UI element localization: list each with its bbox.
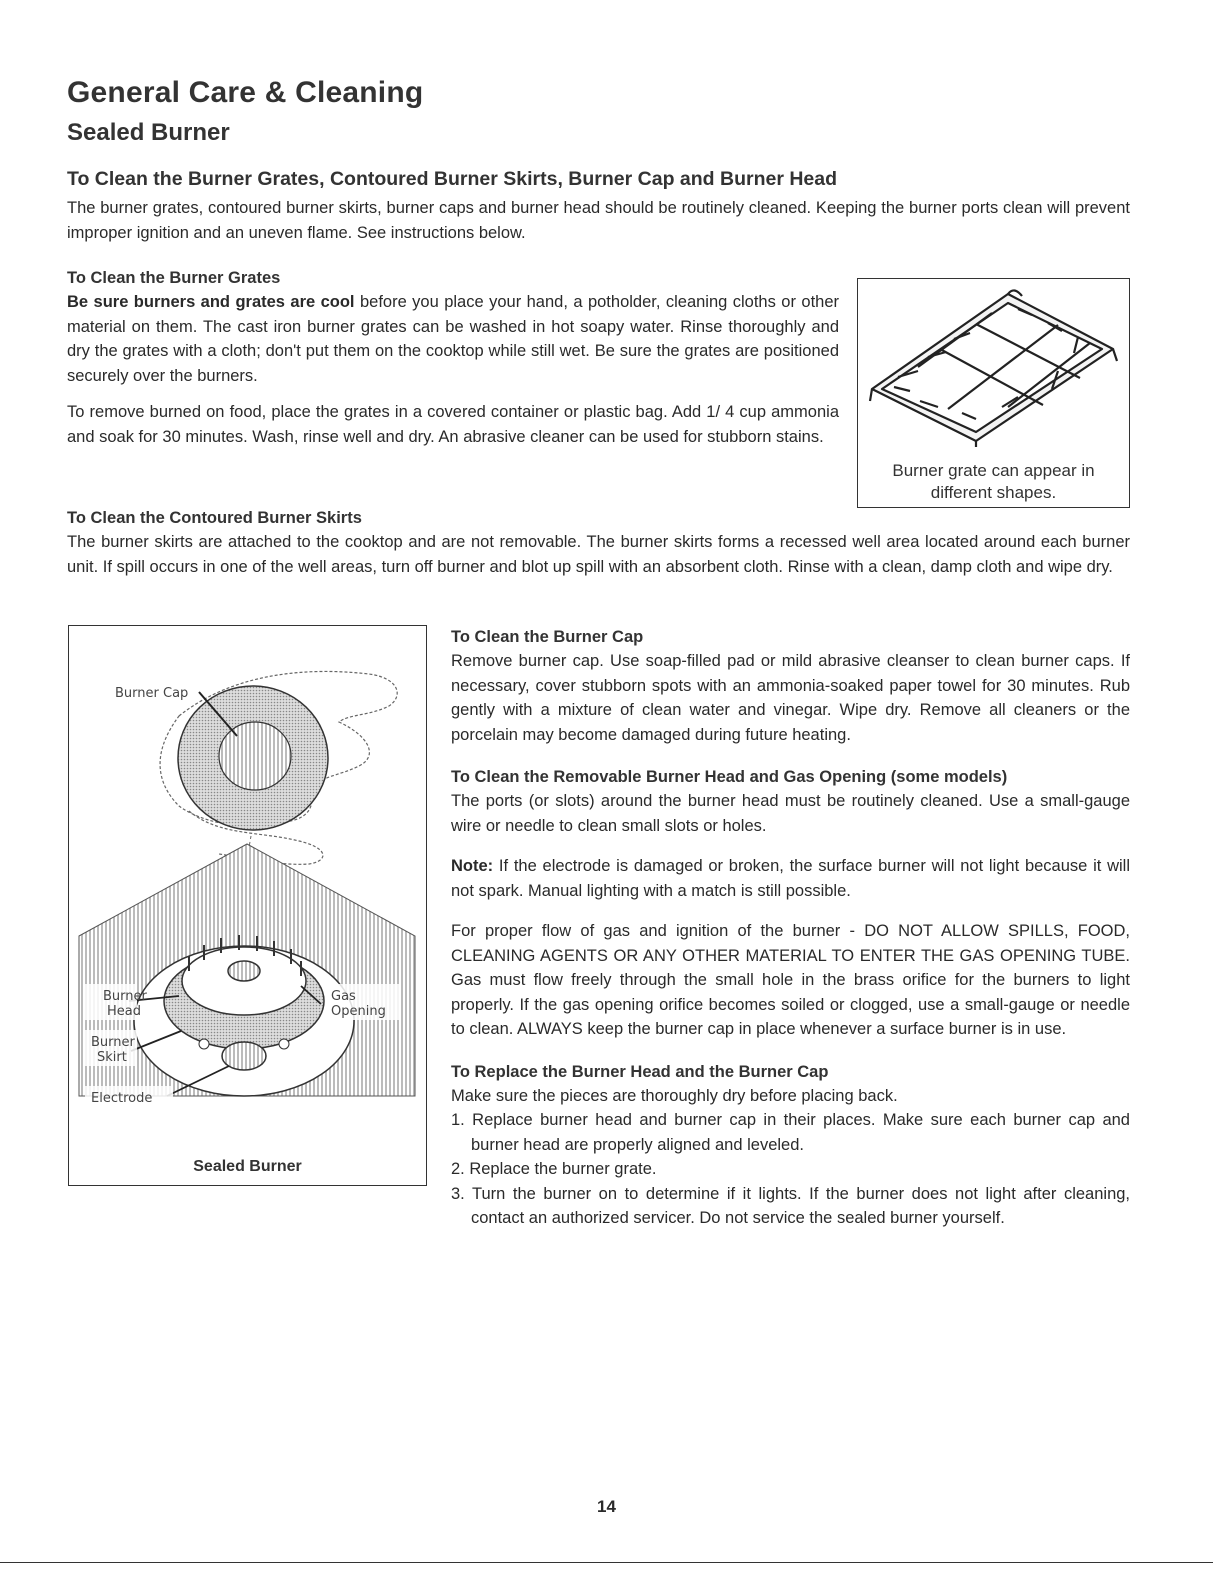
replace-intro: Make sure the pieces are thoroughly dry before placing back. xyxy=(451,1086,898,1105)
note-text: If the electrode is damaged or broken, the surface burner will not light because it will not spark. Manual lighting with a match is still possible. xyxy=(451,857,1130,900)
grates-heading: To Clean the Burner Grates xyxy=(67,269,281,287)
grate-figure-caption: Burner grate can appear in different shapes. xyxy=(892,461,1095,502)
grates-section xyxy=(67,266,839,449)
grates-paragraph-2: To remove burned on food, place the grates in a covered container or plastic bag. Add 1/ 4 cup ammonia and soak for 30 minutes. Wash, rinse well and dry. An abrasive cleaner can be used for stubborn stains. xyxy=(67,403,839,446)
sealed-burner-caption: Sealed Burner xyxy=(193,1158,302,1175)
sealed-burner-illustration xyxy=(69,626,426,1151)
replace-heading: To Replace the Burner Head and the Burner Cap xyxy=(451,1062,829,1081)
right-column xyxy=(451,625,1130,1231)
sealed-burner-figure xyxy=(68,625,427,1186)
cap-heading: To Clean the Burner Cap xyxy=(451,628,644,646)
step-item: 3. Turn the burner on to determine if it lights. If the burner does not light after cleaning, contact an authorized servicer. Do not service the sealed burner yourself. xyxy=(451,1184,1130,1227)
label-gas-2: Opening xyxy=(331,1004,386,1019)
skirts-heading: To Clean the Contoured Burner Skirts xyxy=(67,509,362,527)
step-item: 1. Replace burner head and burner cap in their places. Make sure each burner cap and burner head are properly aligned and leveled. xyxy=(451,1111,1130,1154)
label-burner-skirt-1: Burner xyxy=(91,1035,135,1050)
page-subtitle: Sealed Burner xyxy=(67,119,230,146)
skirts-text: The burner skirts are attached to the cooktop and are not removable. The burner skirts forms a recessed well area located around each burner unit. If spill occurs in one of the well areas, turn off burner and blot up spill with an absorbent cloth. Rinse with a clean, damp cloth and wipe dry. xyxy=(67,533,1130,576)
grates-lead: Be sure burners and grates are cool xyxy=(67,293,355,311)
burner-grate-illustration xyxy=(858,279,1129,449)
label-electrode: Electrode xyxy=(91,1091,153,1106)
section-heading: To Clean the Burner Grates, Contoured Burner Skirts, Burner Cap and Burner Head xyxy=(67,168,838,190)
page-title: General Care & Cleaning xyxy=(67,76,424,109)
replace-steps xyxy=(451,1108,1130,1231)
note-label: Note: xyxy=(451,857,494,875)
note-paragraph xyxy=(451,854,1130,903)
label-gas-1: Gas xyxy=(331,989,356,1004)
label-burner-head-2: Head xyxy=(107,1004,141,1019)
section-intro: The burner grates, contoured burner skirts, burner caps and burner head should be routinely cleaned. Keeping the burner ports clean will prevent improper ignition and an uneven flame. See instructions below. xyxy=(67,199,1130,242)
step-item: 2. Replace the burner grate. xyxy=(451,1160,657,1178)
grates-paragraph-1 xyxy=(67,290,839,388)
label-burner-head-1: Burner xyxy=(103,989,147,1004)
label-burner-skirt-2: Skirt xyxy=(97,1050,127,1065)
head-text: The ports (or slots) around the burner head must be routinely cleaned. Use a small-gauge wire or needle to clean small slots or holes. xyxy=(451,792,1130,835)
page-number: 14 xyxy=(597,1497,616,1516)
footer-rule xyxy=(0,1562,1213,1563)
cap-text: Remove burner cap. Use soap-filled pad or mild abrasive cleanser to clean burner caps. If necessary, cover stubborn spots with an ammonia-soaked paper towel for 30 minutes. Rub gently with a mixture of clean water and vinegar. Wipe dry. Remove all cleaners or the porcelain may become damaged during future heating. xyxy=(451,652,1130,744)
grates-text-1: before you place your hand, a potholder, cleaning cloths or other material on them. The cast iron burner grates can be washed in hot soapy water. Rinse thoroughly and dry the grates with a cloth; don't put them on the cooktop while still wet. Be sure the grates are positioned securely over the burners. xyxy=(67,293,840,385)
grate-figure xyxy=(857,278,1130,508)
head-heading: To Clean the Removable Burner Head and Gas Opening (some models) xyxy=(451,768,1008,786)
gas-flow-text: For proper flow of gas and ignition of the burner - DO NOT ALLOW SPILLS, FOOD, CLEANING AGENTS OR ANY OTHER MATERIAL TO ENTER THE GAS OPENING TUBE. Gas must flow freely through the small hole in the brass orifice for the burners to light properly. If the gas opening orifice becomes soiled or clogged, use a small-gauge or needle to clean. ALWAYS keep the burner cap in place whenever a surface burner is in use. xyxy=(451,922,1130,1038)
skirts-section xyxy=(67,506,1130,579)
label-burner-cap: Burner Cap xyxy=(115,686,189,701)
